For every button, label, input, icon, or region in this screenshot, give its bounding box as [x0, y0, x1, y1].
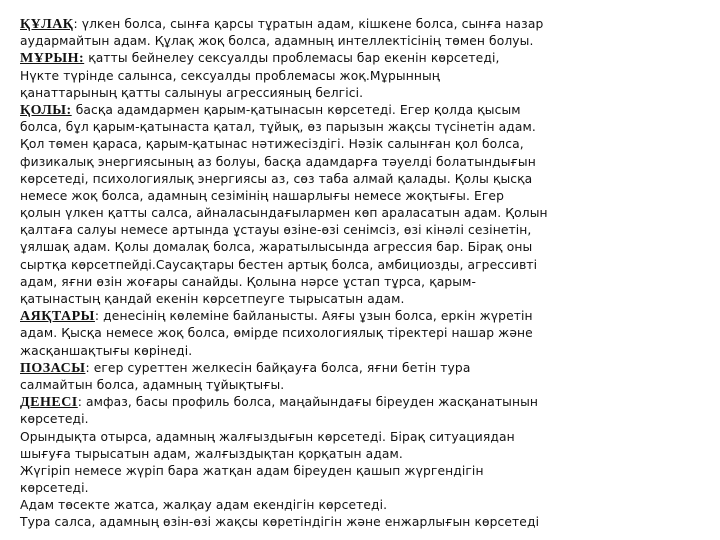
- text-line: [20, 239, 710, 256]
- line-text: Тура салса, адамның өзін-өзі жақсы көретіндігін және енжарлығын көрсетеді: [20, 515, 540, 530]
- text-line: [20, 85, 710, 102]
- text-line: [20, 463, 710, 480]
- text-line: [20, 394, 710, 411]
- section-heading: МҰРЫН:: [20, 51, 85, 67]
- line-text: Қол төмен қараса, қарым-қатынас нәтижесіздігі. Нәзік салынған қол болса,: [20, 137, 524, 152]
- line-text: : денесінің көлеміне байланысты. Аяғы ұзын болса, еркін жүретін: [94, 309, 533, 324]
- line-text: немесе жоқ болса, адамның сезімінің нашарлығы немесе жоқтығы. Егер: [20, 188, 504, 203]
- line-text: : егер суреттен желкесін байқауға болса, яғни бетін тура: [85, 360, 471, 375]
- line-text: сыртқа көрсетпейді.Саусақтары бестен артық болса, амбициозды, агрессивті: [20, 257, 538, 272]
- line-text: Жүгіріп немесе жүріп бара жатқан адам біреуден қашып жүргендігін: [20, 463, 484, 478]
- text-line: [20, 497, 710, 514]
- text-line: [20, 16, 710, 33]
- line-text: қатты бейнелеу сексуалды проблемасы бар екенін көрсетеді,: [84, 51, 500, 66]
- line-text: қалтаға салуы немесе артында ұстауы өзіне-өзі сенімсіз, өзі кінәлі сезінетін,: [20, 223, 532, 238]
- line-text: болса, бұл қарым-қатынаста қатал, тұйық, өз парызын жақсы түсінетін адам.: [20, 120, 536, 135]
- text-line: [20, 154, 710, 171]
- line-text: басқа адамдармен қарым-қатынасын көрсетеді. Егер қолда қысым: [71, 102, 521, 117]
- line-text: көрсетеді, психологиялық энергиясы аз, сөз таба алмай қалады. Қолы қысқа: [20, 171, 533, 186]
- text-line: [20, 360, 710, 377]
- text-line: [20, 429, 710, 446]
- line-text: Орындықта отырса, адамның жалғыздығын көрсетеді. Бірақ ситуациядан: [20, 429, 515, 444]
- line-text: көрсетеді.: [20, 412, 89, 427]
- text-line: [20, 291, 710, 308]
- line-text: аудармайтын адам. Құлақ жоқ болса, адамның интеллектісінің төмен болуы.: [20, 34, 534, 49]
- text-line: [20, 377, 710, 394]
- section-heading: ДЕНЕСІ: [20, 395, 78, 411]
- line-text: Адам төсекте жатса, жалқау адам екендігін көрсетеді.: [20, 498, 388, 513]
- text-line: [20, 446, 710, 463]
- line-text: адам. Қысқа немесе жоқ болса, өмірде психологиялық тіректері нашар және: [20, 326, 533, 341]
- line-text: қанаттарының қатты салынуы агрессияның белгісі.: [20, 85, 364, 100]
- text-line: [20, 68, 710, 85]
- section-heading: ҚОЛЫ:: [20, 102, 72, 118]
- text-line: [20, 222, 710, 239]
- text-line: [20, 136, 710, 153]
- text-line: [20, 205, 710, 222]
- line-text: қолын үлкен қатты салса, айналасындағылармен көп араласатын адам. Қолын: [20, 206, 548, 221]
- line-text: Нүкте түрінде салынса, сексуалды проблемасы жоқ.Мұрынның: [20, 68, 441, 83]
- line-text: жасқаншақтығы көрінеді.: [20, 343, 193, 358]
- section-heading: АЯҚТАРЫ: [20, 309, 95, 325]
- text-line: [20, 325, 710, 342]
- text-line: [20, 257, 710, 274]
- text-line: [20, 188, 710, 205]
- text-line: [20, 119, 710, 136]
- line-text: физикалық энергиясының аз болуы, басқа адамдарға тәуелді болатындығын: [20, 154, 536, 169]
- text-line: [20, 274, 710, 291]
- line-text: адам, яғни өзін жоғары санайды. Қолына нәрсе ұстап тұрса, қарым-: [20, 274, 476, 289]
- text-line: [20, 102, 710, 119]
- text-line: [20, 171, 710, 188]
- document-body: [20, 16, 710, 532]
- text-line: [20, 308, 710, 325]
- text-line: [20, 343, 710, 360]
- text-line: [20, 480, 710, 497]
- section-heading: ПОЗАСЫ: [20, 360, 86, 376]
- line-text: салмайтын болса, адамның тұйықтығы.: [20, 377, 285, 392]
- line-text: : үлкен болса, сынға қарсы тұратын адам, кішкене болса, сынға назар: [73, 17, 544, 31]
- line-text: көрсетеді.: [20, 481, 89, 496]
- section-heading: ҚҰЛАҚ: [20, 17, 74, 32]
- line-text: : амфаз, басы профиль болса, маңайындағы біреуден жасқанатынын: [77, 395, 539, 410]
- line-text: қатынастың қандай екенін көрсетпеуге тырысатын адам.: [20, 292, 405, 306]
- text-line: [20, 514, 710, 531]
- text-line: [20, 411, 710, 428]
- line-text: шығуға тырысатын адам, жалғыздықтан қорқатын адам.: [20, 446, 403, 461]
- text-line: [20, 50, 710, 67]
- text-line: [20, 33, 710, 50]
- line-text: ұялшақ адам. Қолы домалақ болса, жаратылысында агрессия бар. Бірақ оны: [20, 240, 533, 255]
